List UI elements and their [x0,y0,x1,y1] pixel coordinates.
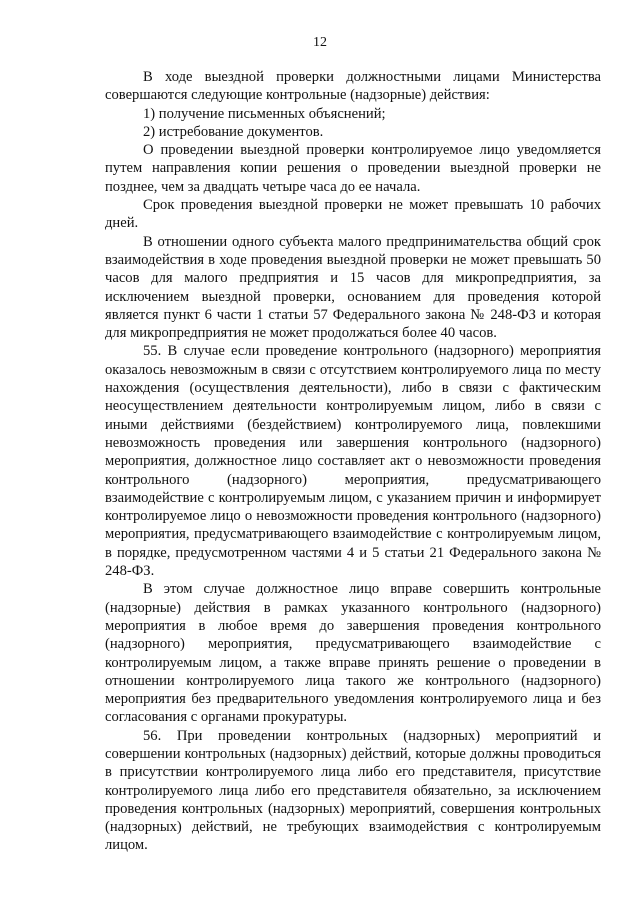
paragraph-inspection-term: Срок проведения выездной проверки не может превышать 10 рабочих дней. [105,197,601,232]
document-body [105,68,601,855]
list-item-explanations: 1) получение письменных объяснений; [143,105,386,122]
paragraph-inspection-actions: В ходе выездной проверки должностными лицами Министерства совершаются следующие контрольные (надзорные) действия: [105,69,601,104]
paragraph-clause-56: 56. При проведении контрольных (надзорных) мероприятий и совершении контрольных (надзорных) действий, которые должны проводиться в присутствии контролируемого лица либо его представителя, присутствие контролируемого лица либо его представителя обязательно, за исключением проведения контрольных (надзорных) мероприятий, совершения контрольных (надзорных) действий, не требующих взаимодействия с контролируемым лицом. [105,727,601,854]
paragraph-small-business-term: В отношении одного субъекта малого предпринимательства общий срок взаимодействия в ходе проведения выездной проверки не может превышать 50 часов для малого предприятия и 15 часов для микропредприятия, за исключением выездной проверки, основанием для проведения которой является пункт 6 части 1 статьи 57 Федерального закона № 248-ФЗ и которая для микропредприятия не может продолжаться более 40 часов. [105,233,601,342]
page-number: 12 [313,35,327,50]
paragraph-notification: О проведении выездной проверки контролируемое лицо уведомляется путем направления копии решения о проведении выездной проверки не позднее, чем за двадцать четыре часа до ее начала. [105,142,601,195]
paragraph-clause-55: 55. В случае если проведение контрольного (надзорного) мероприятия оказалось невозможным в связи с отсутствием контролируемого лица по месту нахождения (осуществления деятельности), либо в связи с фактическим неосуществлением деятельности контролируемым лицом, либо в связи с иными действиями (бездействием) контролируемого лица, повлекшими невозможность проведения или завершения контрольного (надзорного) мероприятия, должностное лицо составляет акт о невозможности проведения контрольного (надзорного) мероприятия, предусматривающего взаимодействие с контролируемым лицом, с указанием причин и информирует контролируемое лицо о невозможности проведения контрольного (надзорного) мероприятия, предусматривающего взаимодействие с контролируемым лицом, в порядке, предусмотренном частями 4 и 5 статьи 21 Федерального закона № 248-ФЗ. [105,343,601,580]
list-item-documents: 2) истребование документов. [143,123,324,140]
paragraph-clause-55-continued: В этом случае должностное лицо вправе совершить контрольные (надзорные) действия в рамках указанного контрольного (надзорного) мероприятия в любое время до завершения проведения контрольного (надзорного) мероприятия, предусматривающего взаимодействие с контролируемым лицом, а также вправе принять решение о проведении в отношении контролируемого лица такого же контрольного (надзорного) мероприятия без предварительного уведомления контролируемого лица и без согласования с органами прокуратуры. [105,581,601,726]
